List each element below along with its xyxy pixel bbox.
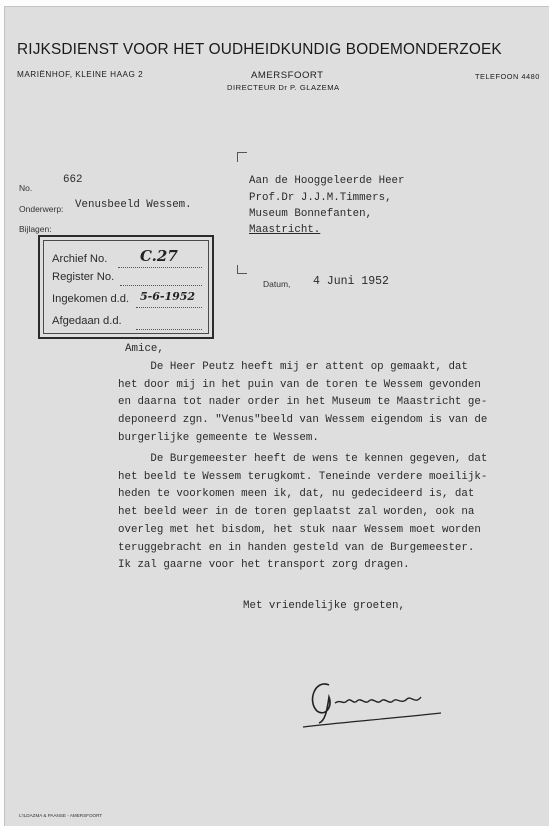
stamp-register-line — [120, 285, 202, 286]
fold-mark — [237, 152, 247, 153]
date-label: Datum, — [263, 279, 291, 289]
stamp-ingekomen-line — [136, 307, 202, 308]
number-value: 662 — [63, 174, 83, 186]
letter-page — [4, 6, 549, 826]
letterhead-phone: TELEFOON 4480 — [475, 72, 540, 81]
salutation: Amice, — [125, 343, 164, 355]
stamp-afgedaan-line — [136, 329, 202, 330]
stamp-archief-label: Archief No. — [52, 253, 108, 265]
number-label: No. — [19, 183, 33, 193]
printer-footer: L'ILDAZMA & PAANSE - AMERSFOORT — [19, 813, 103, 818]
letterhead-city: AMERSFOORT — [251, 70, 324, 81]
enclosures-label: Bijlagen: — [19, 224, 52, 234]
stamp-archief-value: C.27 — [140, 247, 178, 265]
fold-mark — [237, 265, 238, 273]
fold-mark — [237, 152, 238, 162]
stamp-archief-line — [118, 267, 202, 268]
date-value: 4 Juni 1952 — [313, 275, 389, 288]
fold-mark — [237, 273, 247, 274]
stamp-register-label: Register No. — [52, 271, 115, 283]
subject-label: Onderwerp: — [19, 204, 64, 214]
paragraph-1: De Heer Peutz heeft mij er attent op gemaakt, dat het door mij in het puin van de toren te Wessem gevonden en daarna tot nader order in het Museum te Maastricht ge- deponeerd zgn. "Venus"beeld van Wessem eigendom is van de burgerlijke gemeente te Wessem. — [118, 361, 488, 444]
stamp-ingekomen-label: Ingekomen d.d. — [52, 293, 130, 305]
paragraph-2: De Burgemeester heeft de wens te kennen gegeven, dat het beeld te Wessem terugkomt. Teneinde verdere moeilijk- heden te voorkomen meen ik, dat, nu gedecideerd is, dat het beeld weer in de toren geplaatst zal worden, ook na overleg met het bisdom, het stuk naar Wessem moet worden teruggebracht en in handen gesteld van de Burgemeester. Ik zal gaarne voor het transport zorg dragen. — [118, 453, 488, 572]
stamp-afgedaan-label: Afgedaan d.d. — [52, 315, 122, 327]
signature — [295, 671, 445, 733]
subject-value: Venusbeeld Wessem. — [75, 199, 192, 211]
stamp-ingekomen-value: 5-6-1952 — [140, 290, 196, 303]
closing: Met vriendelijke groeten, — [243, 600, 405, 612]
letterhead-title: RIJKSDIENST VOOR HET OUDHEIDKUNDIG BODEMONDERZOEK — [17, 41, 502, 58]
recipient-line-3: Museum Bonnefanten, — [249, 208, 373, 220]
letterhead-director: DIRECTEUR Dr P. GLAZEMA — [227, 83, 340, 92]
letterhead-address: MARIËNHOF, KLEINE HAAG 2 — [17, 70, 144, 79]
archive-stamp — [38, 235, 214, 339]
recipient-line-2: Prof.Dr J.J.M.Timmers, — [249, 192, 392, 204]
recipient-line-1: Aan de Hooggeleerde Heer — [249, 175, 405, 187]
recipient-line-4: Maastricht. — [249, 224, 321, 236]
